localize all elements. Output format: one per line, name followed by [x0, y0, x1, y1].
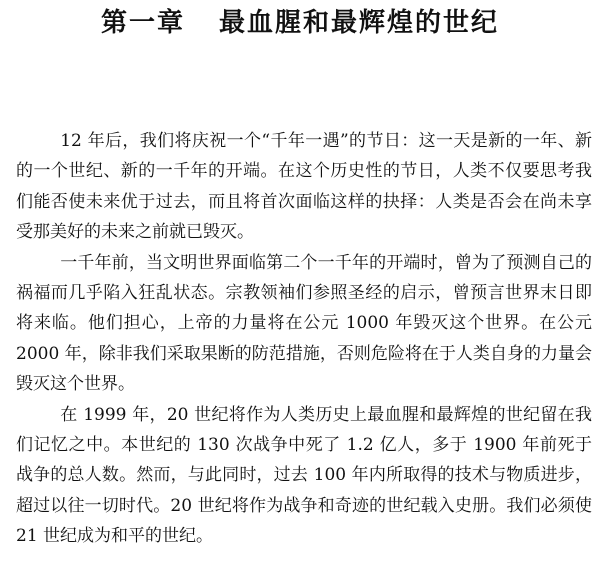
paragraph-1: 12 年后，我们将庆祝一个“千年一遇”的节日：这一天是新的一年、新的一个世纪、新的一千年的开端。在这个历史性的节日，人类不仅要思考我们能否使未来优于过去，而且将首次面临这样的抉择：人类是否会在尚未享受那美好的未来之前就已毁灭。: [16, 131, 592, 243]
chapter-body: [16, 126, 592, 552]
chapter-number: 第一章: [100, 8, 185, 38]
chapter-title: 最血腥和最辉煌的世纪: [219, 8, 500, 38]
chapter-heading: [0, 6, 600, 40]
paragraph-3: 在 1999 年，20 世纪将作为人类历史上最血腥和最辉煌的世纪留在我们记忆之中。本世纪的 130 次战争中死了 1.2 亿人，多于 1900 年前死于战争的总人数。然而，与此同时，过去 100 年内所取得的技术与物质进步，超过以往一切时代。20 世纪将作为战争和奇迹的世纪载入史册。我们必须使 21 世纪成为和平的世纪。: [16, 404, 592, 547]
paragraph-2: 一千年前，当文明世界面临第二个一千年的开端时，曾为了预测自己的祸福而几乎陷入狂乱状态。宗教领袖们参照圣经的启示，曾预言世界末日即将来临。他们担心，上帝的力量将在公元 1000 年毁灭这个世界。在公元 2000 年，除非我们采取果断的防范措施，否则危险将在于人类自身的力量会毁灭这个世界。: [16, 252, 592, 395]
